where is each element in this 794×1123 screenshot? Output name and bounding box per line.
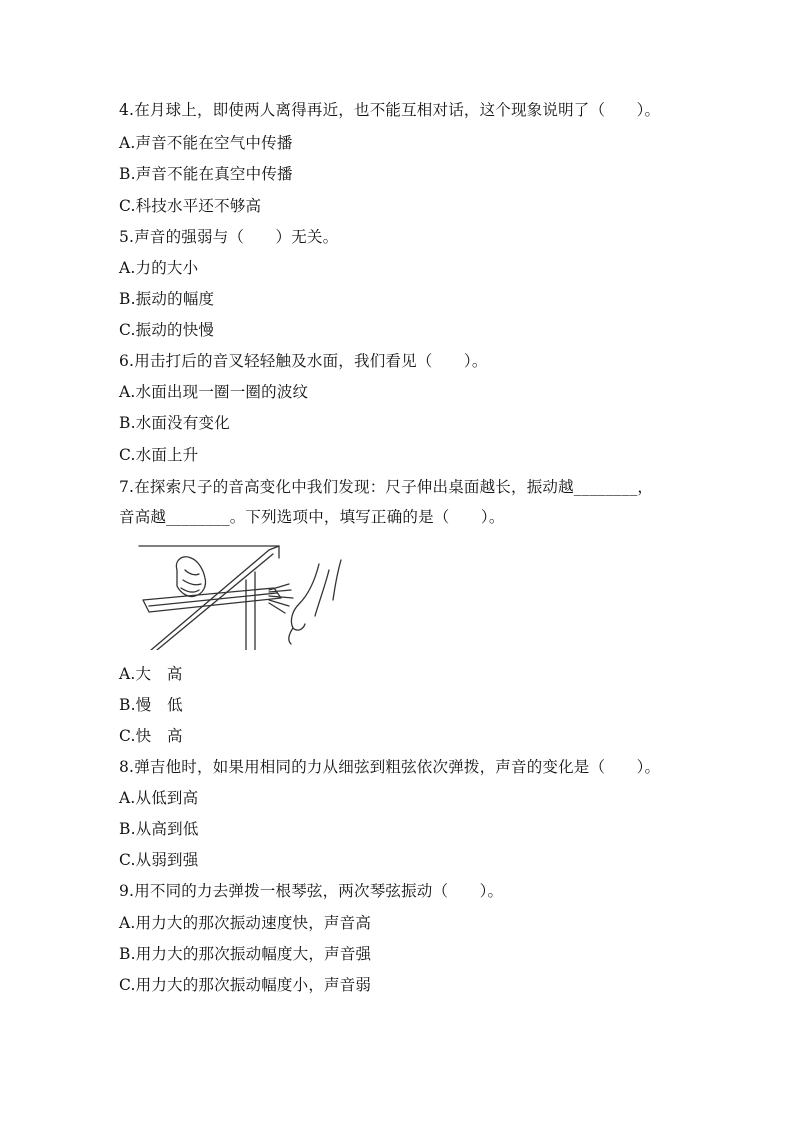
question-6-option-c: C.水面上升 (119, 446, 199, 464)
question-5-option-a: A.力的大小 (119, 259, 199, 277)
question-6-option-a: A.水面出现一圈一圈的波纹 (119, 383, 309, 401)
ruler-on-table-illustration (119, 540, 351, 650)
question-7-option-a: A.大 高 (119, 665, 183, 683)
question-9-option-b: B.用力大的那次振动幅度大，声音强 (119, 945, 372, 963)
question-5-stem: 5.声音的强弱与（ ）无关。 (119, 228, 339, 246)
question-4-option-b: B.声音不能在真空中传播 (119, 165, 293, 183)
question-6-option-b: B.水面没有变化 (119, 414, 230, 432)
question-7-option-c: C.快 高 (119, 727, 183, 745)
question-6-stem: 6.用击打后的音叉轻轻触及水面，我们看见（ ）。 (119, 352, 488, 370)
question-9-option-c: C.用力大的那次振动幅度小，声音弱 (119, 976, 372, 994)
question-7-option-b: B.慢 低 (119, 696, 183, 714)
question-9-option-a: A.用力大的那次振动速度快，声音高 (119, 914, 372, 932)
question-8-stem: 8.弹吉他时，如果用相同的力从细弦到粗弦依次弹拨，声音的变化是（ ）。 (119, 758, 661, 776)
question-4-option-a: A.声音不能在空气中传播 (119, 134, 293, 152)
question-8-option-b: B.从高到低 (119, 820, 199, 838)
question-8-option-c: C.从弱到强 (119, 851, 199, 869)
question-8-option-a: A.从低到高 (119, 789, 199, 807)
question-7-stem-line-2: 音高越________。下列选项中，填写正确的是（ ）。 (119, 508, 505, 526)
question-4-option-c: C.科技水平还不够高 (119, 197, 262, 215)
question-4-stem: 4.在月球上，即使两人离得再近，也不能互相对话，这个现象说明了（ ）。 (119, 101, 661, 119)
question-7-stem-line-1: 7.在探索尺子的音高变化中我们发现：尺子伸出桌面越长，振动越________， (119, 478, 654, 496)
question-5-option-c: C.振动的快慢 (119, 321, 215, 339)
question-5-option-b: B.振动的幅度 (119, 290, 215, 308)
question-9-stem: 9.用不同的力去弹拨一根琴弦，两次琴弦振动（ ）。 (119, 882, 504, 900)
